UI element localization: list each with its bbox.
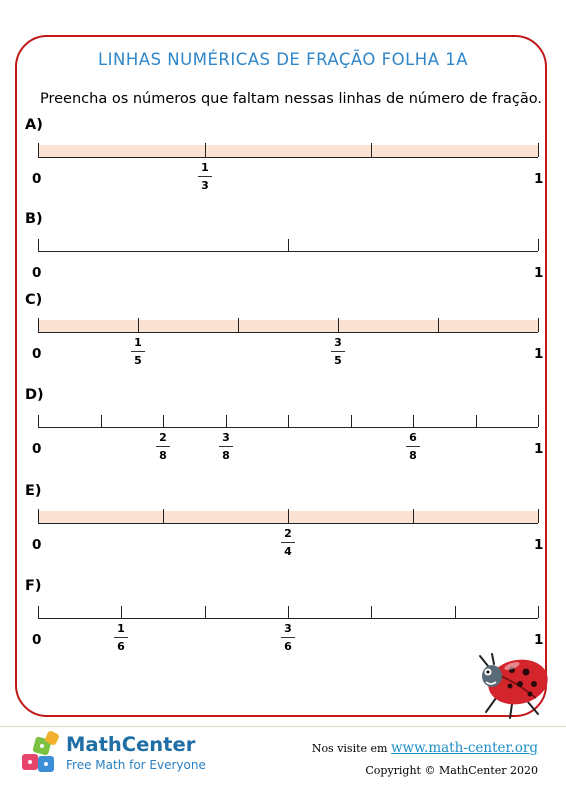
- tick-mark: [238, 318, 239, 332]
- row-label: F): [25, 578, 42, 594]
- tick-mark: [338, 318, 339, 332]
- row-label: D): [25, 387, 44, 403]
- copyright-text: Copyright © MathCenter 2020: [365, 764, 538, 777]
- tick-mark: [455, 606, 456, 618]
- fraction-numerator: 1: [117, 622, 125, 635]
- fraction-bar: [406, 446, 420, 447]
- fraction-numerator: 3: [222, 431, 230, 444]
- fraction-denominator: 5: [334, 354, 342, 367]
- tick-mark: [38, 606, 39, 618]
- number-line: [38, 523, 538, 524]
- fraction-label: [126, 336, 150, 367]
- tick-mark: [476, 415, 477, 427]
- fraction-label: [193, 161, 217, 192]
- fraction-denominator: 6: [284, 640, 292, 653]
- number-line: [38, 251, 538, 252]
- start-value: 0: [32, 171, 42, 187]
- page-title: LINHAS NUMÉRICAS DE FRAÇÃO FOLHA 1A: [97, 50, 469, 69]
- end-value: 1: [534, 441, 544, 457]
- start-value: 0: [32, 632, 42, 648]
- ladybug-icon: [476, 652, 552, 720]
- tick-mark: [538, 239, 539, 251]
- fraction-denominator: 4: [284, 545, 292, 558]
- fraction-denominator: 8: [222, 449, 230, 462]
- fraction-bar: [281, 542, 295, 543]
- start-value: 0: [32, 441, 42, 457]
- fraction-numerator: 3: [284, 622, 292, 635]
- end-value: 1: [534, 265, 544, 281]
- tick-mark: [38, 239, 39, 251]
- tick-mark: [121, 606, 122, 618]
- tick-mark: [288, 509, 289, 523]
- fraction-denominator: 6: [117, 640, 125, 653]
- row-label: E): [25, 483, 42, 499]
- fraction-numerator: 6: [409, 431, 417, 444]
- row-label: C): [25, 292, 43, 308]
- footer-divider: [0, 726, 566, 727]
- tick-mark: [38, 143, 39, 157]
- number-line: [38, 157, 538, 158]
- shaded-segment-band: [38, 145, 538, 157]
- tick-mark: [438, 318, 439, 332]
- fraction-bar: [198, 176, 212, 177]
- tick-mark: [101, 415, 102, 427]
- tick-mark: [413, 415, 414, 427]
- fraction-bar: [281, 637, 295, 638]
- fraction-numerator: 1: [134, 336, 142, 349]
- fraction-denominator: 8: [159, 449, 167, 462]
- tick-mark: [538, 606, 539, 618]
- tick-mark: [138, 318, 139, 332]
- worksheet-frame: [15, 35, 547, 717]
- visit-text: Nos visite em: [311, 742, 388, 755]
- fraction-label: [151, 431, 175, 462]
- fraction-denominator: 3: [201, 179, 209, 192]
- tick-mark: [288, 415, 289, 427]
- end-value: 1: [534, 346, 544, 362]
- fraction-numerator: 3: [334, 336, 342, 349]
- tick-mark: [288, 239, 289, 251]
- end-value: 1: [534, 632, 544, 648]
- fraction-numerator: 2: [284, 527, 292, 540]
- row-label: B): [25, 211, 43, 227]
- number-line: [38, 427, 538, 428]
- fraction-bar: [219, 446, 233, 447]
- fraction-label: [109, 622, 133, 653]
- tick-mark: [205, 143, 206, 157]
- tick-mark: [538, 143, 539, 157]
- tick-mark: [38, 415, 39, 427]
- number-line: [38, 332, 538, 333]
- tick-mark: [288, 606, 289, 618]
- tick-mark: [538, 509, 539, 523]
- start-value: 0: [32, 265, 42, 281]
- end-value: 1: [534, 171, 544, 187]
- tick-mark: [226, 415, 227, 427]
- fraction-bar: [131, 351, 145, 352]
- tick-mark: [371, 606, 372, 618]
- visit-line: [312, 740, 538, 756]
- fraction-denominator: 8: [409, 449, 417, 462]
- brand-name: MathCenter: [66, 733, 196, 756]
- tick-mark: [163, 509, 164, 523]
- tick-mark: [38, 318, 39, 332]
- fraction-label: [401, 431, 425, 462]
- instruction-text: Preencha os números que faltam nessas linhas de número de fração.: [40, 91, 543, 107]
- tick-mark: [413, 509, 414, 523]
- fraction-label: [276, 622, 300, 653]
- brand-tagline: Free Math for Everyone: [66, 758, 206, 772]
- fraction-bar: [114, 637, 128, 638]
- mathcenter-logo-icon: [18, 730, 64, 776]
- tick-mark: [205, 606, 206, 618]
- fraction-numerator: 1: [201, 161, 209, 174]
- tick-mark: [351, 415, 352, 427]
- shaded-segment-band: [38, 320, 538, 332]
- website-link[interactable]: www.math-center.org: [390, 740, 538, 756]
- end-value: 1: [534, 537, 544, 553]
- fraction-numerator: 2: [159, 431, 167, 444]
- fraction-label: [326, 336, 350, 367]
- fraction-bar: [331, 351, 345, 352]
- tick-mark: [38, 509, 39, 523]
- row-label: A): [25, 117, 43, 133]
- fraction-bar: [156, 446, 170, 447]
- start-value: 0: [32, 346, 42, 362]
- fraction-label: [214, 431, 238, 462]
- tick-mark: [371, 143, 372, 157]
- tick-mark: [538, 318, 539, 332]
- number-line: [38, 618, 538, 619]
- start-value: 0: [32, 537, 42, 553]
- tick-mark: [163, 415, 164, 427]
- fraction-label: [276, 527, 300, 558]
- fraction-denominator: 5: [134, 354, 142, 367]
- tick-mark: [538, 415, 539, 427]
